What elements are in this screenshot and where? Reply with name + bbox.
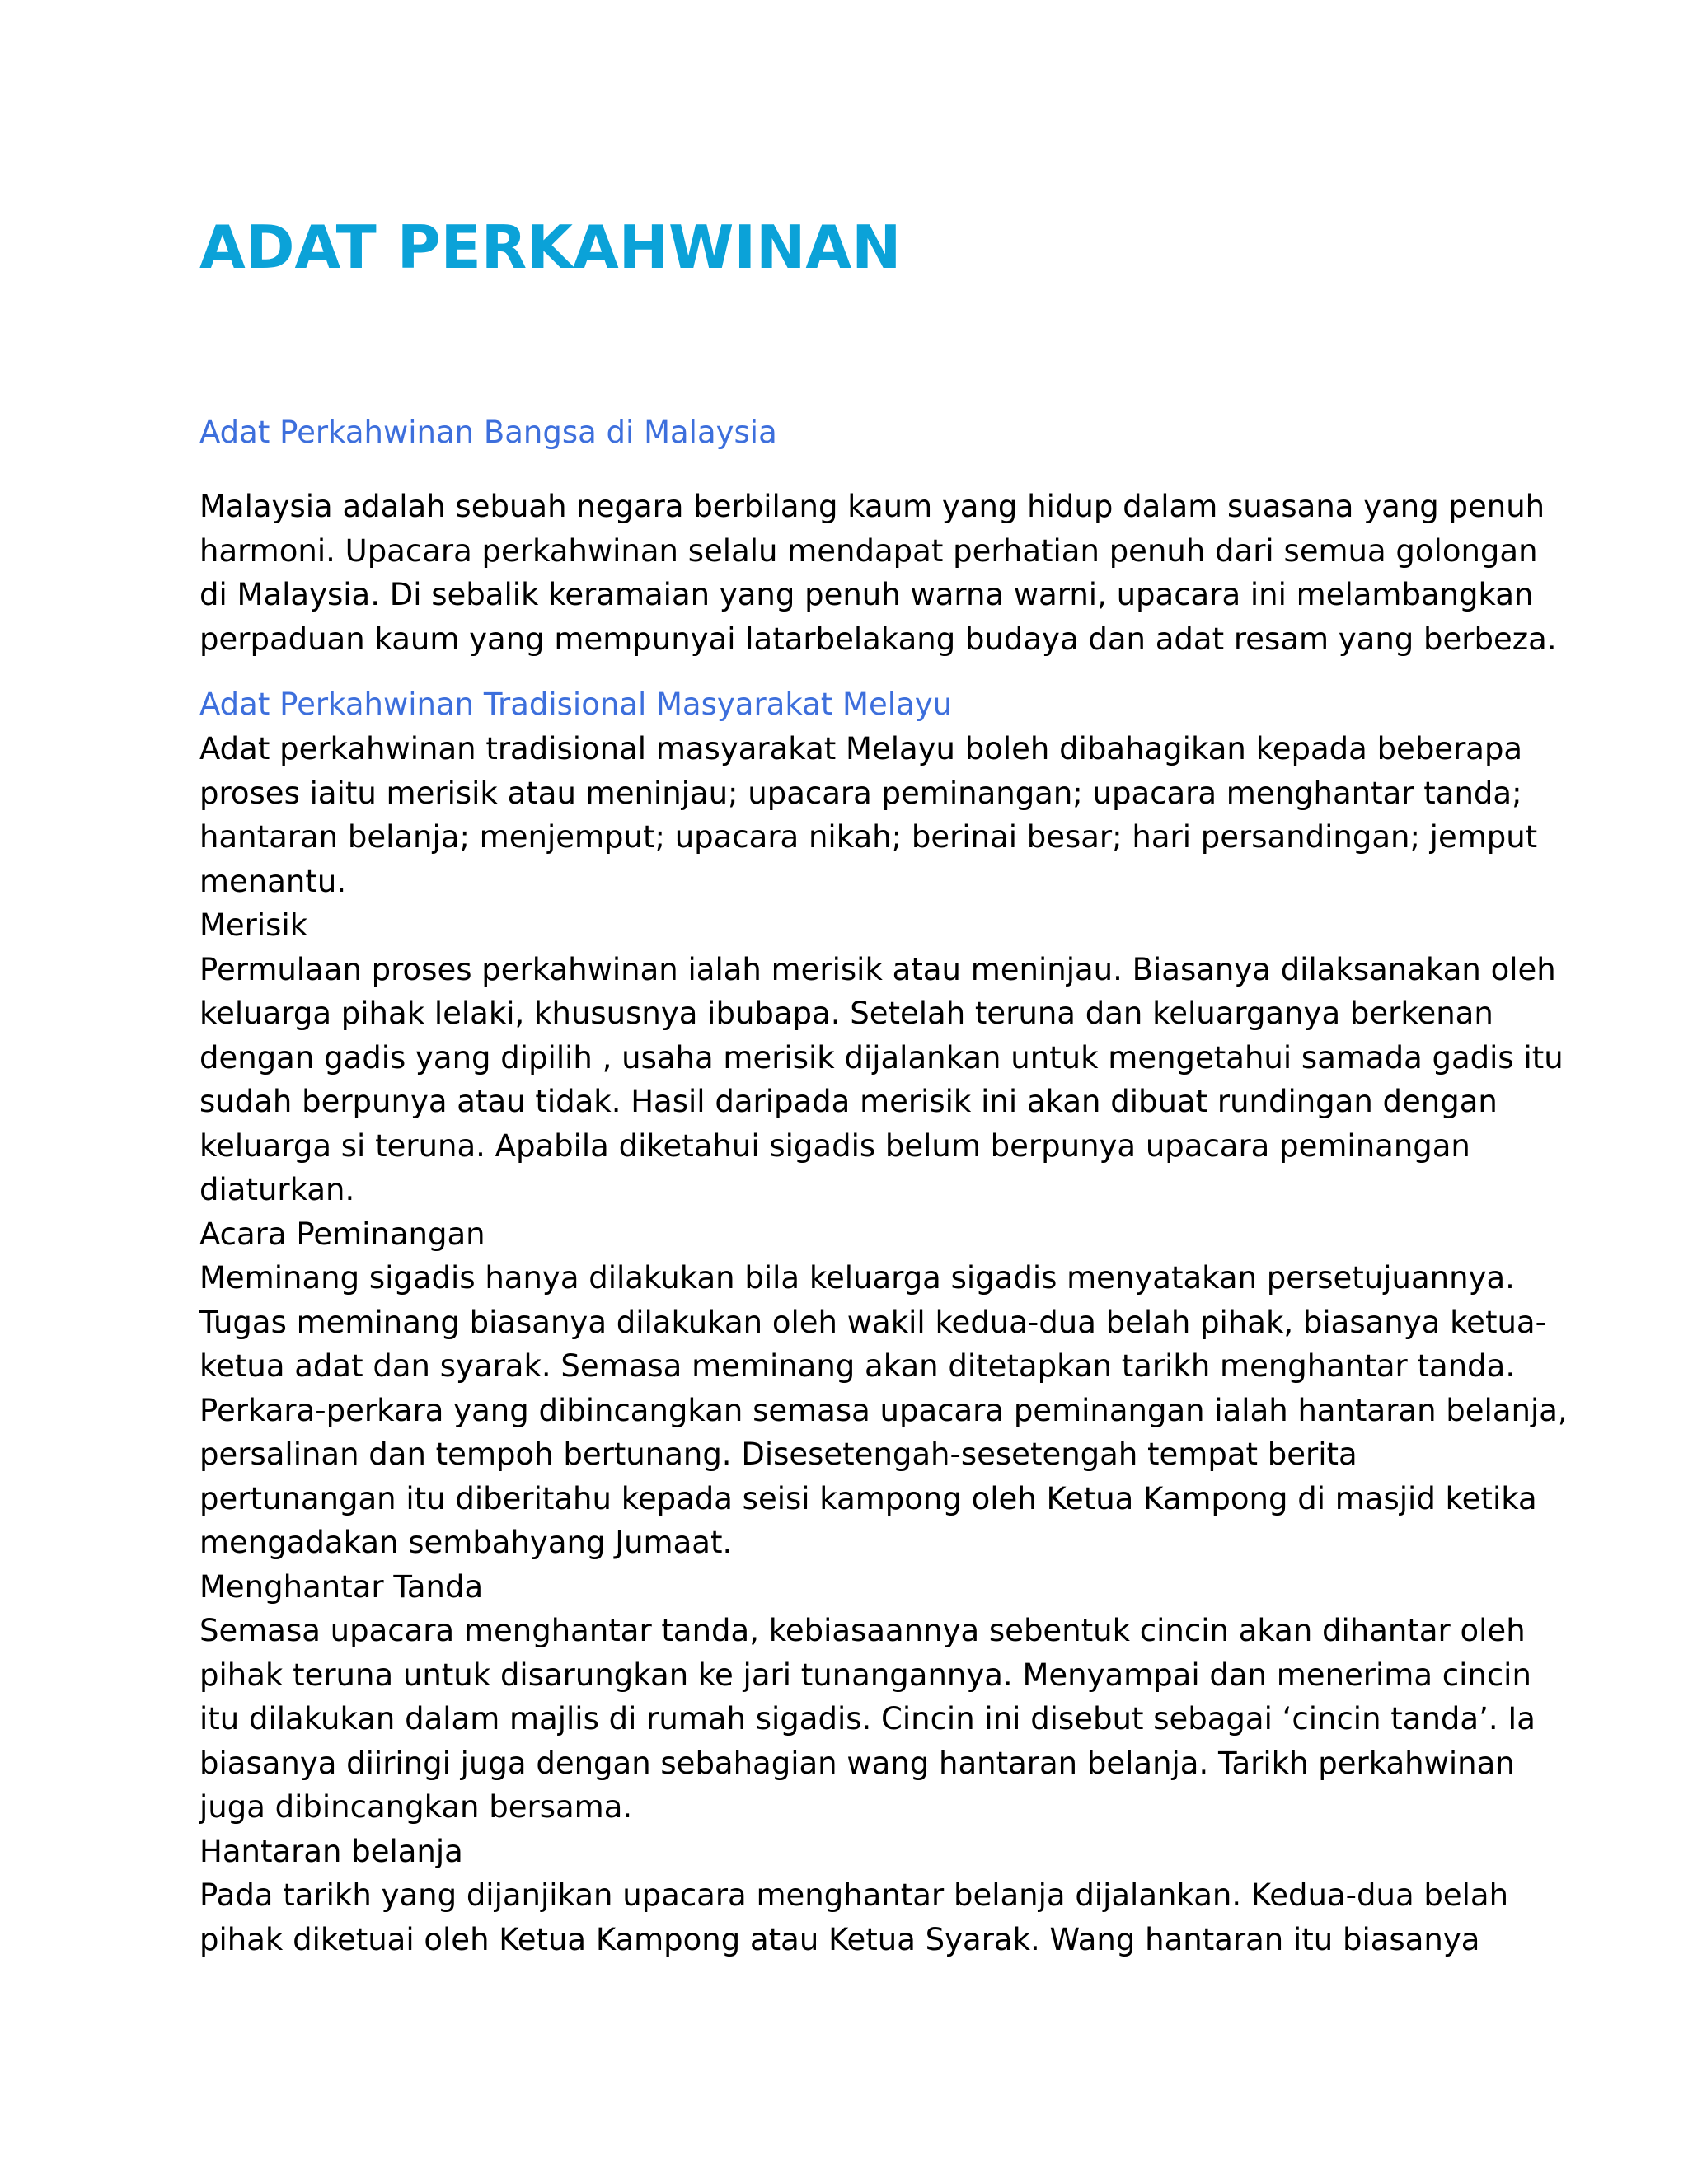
text-line: dengan gadis yang dipilih , usaha merisik dijalankan untuk mengetahui samada gadis itu <box>199 1039 1564 1076</box>
text-line: pihak diketuai oleh Ketua Kampong atau Ketua Syarak. Wang hantaran itu biasanya <box>199 1921 1480 1957</box>
subsection-title-merisik: Merisik <box>199 907 308 943</box>
text-line: Perkara-perkara yang dibincangkan semasa upacara peminangan ialah hantaran belanja, <box>199 1392 1568 1428</box>
paragraph-menghantar-tanda <box>199 1609 1535 1830</box>
text-line: mengadakan sembahyang Jumaat. <box>199 1525 733 1560</box>
text-line: menantu. <box>199 863 347 899</box>
section-heading-tradisional-melayu: Adat Perkahwinan Tradisional Masyarakat Melayu <box>199 687 953 722</box>
subsection-title-menghantar-tanda: Menghantar Tanda <box>199 1568 484 1605</box>
subsection-title-hantaran-belanja: Hantaran belanja <box>199 1833 463 1869</box>
text-line: Pada tarikh yang dijanjikan upacara menghantar belanja dijalankan. Kedua-dua belah <box>199 1877 1509 1913</box>
text-line: harmoni. Upacara perkahwinan selalu mendapat perhatian penuh dari semua golongan <box>199 532 1538 569</box>
text-line: Tugas meminang biasanya dilakukan oleh wakil kedua-dua belah pihak, biasanya ketua- <box>199 1304 1546 1340</box>
section-heading-bangsa-malaysia: Adat Perkahwinan Bangsa di Malaysia <box>199 415 777 450</box>
text-line: biasanya diiringi juga dengan sebahagian wang hantaran belanja. Tarikh perkahwinan <box>199 1745 1515 1781</box>
text-line: ketua adat dan syarak. Semasa meminang akan ditetapkan tarikh menghantar tanda. <box>199 1348 1516 1384</box>
text-line: pertunangan itu diberitahu kepada seisi kampong oleh Ketua Kampong di masjid ketika <box>199 1480 1537 1516</box>
text-line: perpaduan kaum yang mempunyai latarbelakang budaya dan adat resam yang berbeza. <box>199 621 1557 657</box>
text-line: hantaran belanja; menjemput; upacara nikah; berinai besar; hari persandingan; jemput <box>199 819 1538 855</box>
text-line: di Malaysia. Di sebalik keramaian yang penuh warna warni, upacara ini melambangkan <box>199 577 1534 612</box>
paragraph-malaysia-intro <box>199 485 1557 661</box>
text-line: Semasa upacara menghantar tanda, kebiasaannya sebentuk cincin akan dihantar oleh <box>199 1613 1526 1648</box>
text-line: juga dibincangkan bersama. <box>199 1789 633 1825</box>
text-line: keluarga si teruna. Apabila diketahui sigadis belum berpunya upacara peminangan <box>199 1127 1470 1164</box>
paragraph-hantaran-belanja <box>199 1873 1535 1961</box>
document-page <box>199 206 1568 1961</box>
text-line: Meminang sigadis hanya dilakukan bila keluarga sigadis menyatakan persetujuannya. <box>199 1260 1515 1296</box>
text-line: persalinan dan tempoh bertunang. Disesetengah-sesetengah tempat berita <box>199 1436 1357 1472</box>
text-line: keluarga pihak lelaki, khususnya ibubapa. Setelah teruna dan keluarganya berkenan <box>199 996 1493 1031</box>
paragraph-acara-peminangan <box>199 1256 1568 1565</box>
text-line: Permulaan proses perkahwinan ialah merisik atau meninjau. Biasanya dilaksanakan oleh <box>199 951 1556 987</box>
text-line: sudah berpunya atau tidak. Hasil daripada merisik ini akan dibuat rundingan dengan <box>199 1084 1498 1119</box>
paragraph-merisik <box>199 948 1564 1212</box>
paragraph-tradisional-intro <box>199 727 1538 903</box>
subsection-title-acara-peminangan: Acara Peminangan <box>199 1216 485 1252</box>
text-line: Adat perkahwinan tradisional masyarakat Melayu boleh dibahagikan kepada beberapa <box>199 731 1523 766</box>
text-line: Malaysia adalah sebuah negara berbilang kaum yang hidup dalam suasana yang penuh <box>199 489 1545 524</box>
text-line: diaturkan. <box>199 1172 355 1207</box>
text-line: proses iaitu merisik atau meninjau; upacara peminangan; upacara menghantar tanda; <box>199 775 1522 811</box>
text-line: itu dilakukan dalam majlis di rumah sigadis. Cincin ini disebut sebagai ‘cincin tanda’. Ia <box>199 1701 1536 1736</box>
text-line: pihak teruna untuk disarungkan ke jari tunangannya. Menyampai dan menerima cincin <box>199 1657 1531 1693</box>
document-title: ADAT PERKAHWINAN <box>199 213 902 282</box>
